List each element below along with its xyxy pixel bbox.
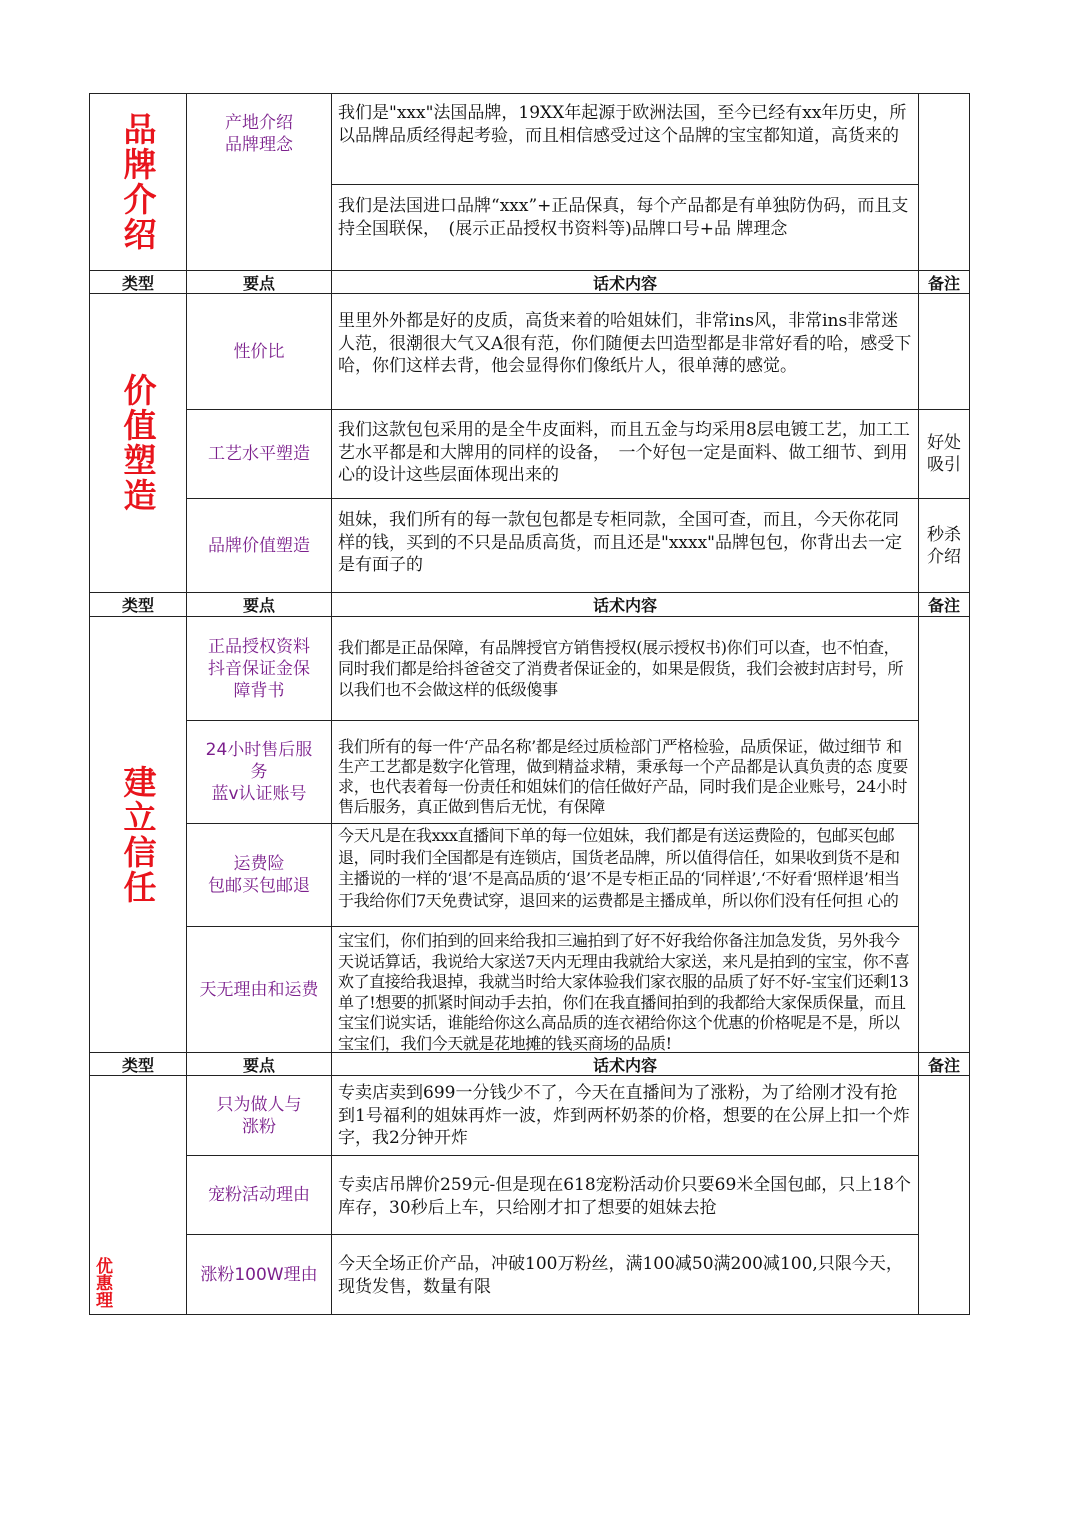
point-authorization: 正品授权资料 抖音保证金保 障背书 (186, 616, 332, 721)
header-note: 备注 (918, 1052, 970, 1076)
point-no-reason-return: 天无理由和运费 (186, 926, 332, 1053)
point-shipping-insurance: 运费险 包邮买包邮退 (186, 823, 332, 927)
point-fan-event: 宠粉活动理由 (186, 1155, 332, 1235)
note-cost-performance (918, 293, 970, 410)
header-point: 要点 (186, 1052, 332, 1076)
header-type: 类型 (89, 270, 187, 294)
content-authorization: 我们都是正品保障，有品牌授官方销售授权(展示授权书)你们可以查，也不怕查，同时我们都是给抖爸爸交了消费者保证金的，如果是假货，我们会被封店封号，所以我们也不会做这样的低级傻事 (331, 616, 919, 721)
point-craftsmanship: 工艺水平塑造 (186, 409, 332, 499)
header-note: 备注 (918, 592, 970, 617)
content-follower-growth: 专卖店卖到699一分钱少不了，今天在直播间为了涨粉，为了给刚才没有抢到1号福利的姐妹再炸一波，炸到两杯奶茶的价格，想要的在公屏上扣一个炸字，我2分钟开炸 (331, 1075, 919, 1156)
header-note: 备注 (918, 270, 970, 294)
content-cost-performance: 里里外外都是好的皮质，高货来着的哈姐妹们，非常ins风，非常ins非常迷人范，很潮很大气又A很有范，你们随便去凹造型都是非常好看的哈，感受下哈，你们这样去背，他会显得你们像纸片人，很单薄的感觉。 (331, 293, 919, 410)
content-no-reason-return: 宝宝们，你们拍到的回来给我扣三遍拍到了好不好我给你备注加急发货，另外我今天说话算话，我说给大家送7天内无理由我就给大家送，来凡是拍到的宝宝，你不喜欢了直接给我退掉，我就当时给大家体验我们家衣服的品质了好不好-宝宝们还剩13单了!想要的抓紧时间动手去拍，你们在我直播间拍到的我都给大家保质保量，而且宝宝们说实话，谁能给你这么高品质的连衣裙给你这个优惠的价格呢是不是，所以宝宝们，我们今天就是花地摊的钱买商场的品质! (331, 926, 919, 1053)
header-content: 话术内容 (331, 1052, 919, 1076)
content-shipping-insurance: 今天凡是在我xxx直播间下单的每一位姐妹，我们都是有送运费险的，包邮买包邮退，同时我们全国都是有连锁店，国货老品牌，所以值得信任，如果收到货不是和主播说的一样的‘退’不是高品质的‘退’不是专柜正品的‘同样退’,‘不好看‘照样退’相当于我给你们7天免费试穿，退回来的运费都是主播成单，所以你们没有任何担 心的 (331, 823, 919, 927)
header-point: 要点 (186, 270, 332, 294)
note-craftsmanship: 好处 吸引 (918, 409, 970, 499)
content-brand-value: 姐妹，我们所有的每一款包包都是专柜同款，全国可查，而且，今天你花同样的钱，买到的不只是品质高货，而且还是"xxxx"品牌包包，你背出去一定是有面子的 (331, 498, 919, 593)
point-brand-value: 品牌价值塑造 (186, 498, 332, 593)
category-promotion-reason: 优惠理 (89, 1075, 187, 1315)
category-brand-intro: 品牌介绍 (89, 93, 187, 271)
content-brand-1: 我们是"xxx"法国品牌，19XX年起源于欧洲法国，至今已经有xx年历史，所以品牌品质经得起考验，而且相信感受过这个品牌的宝宝都知道，高货来的 (331, 93, 919, 185)
header-point: 要点 (186, 592, 332, 617)
note-brand (918, 93, 970, 271)
content-after-sales: 我们所有的每一件‘产品名称’都是经过质检部门严格检验，品质保证，做过细节 和生产工艺都是数字化管理，做到精益求精，秉承每一个产品都是认真负责的态 度要求，也代表着每一份责任和姐妹们的信任做好产品，同时我们是企业账号，24小时售后服务，真正做到售后无忧，有保障 (331, 720, 919, 824)
point-after-sales: 24小时售后服 务 蓝v认证账号 (186, 720, 332, 824)
content-brand-2: 我们是法国进口品牌“xxx”+正品保真，每个产品都是有单独防伪码，而且支持全国联保， (展示正品授权书资料等)品牌口号+品 牌理念 (331, 184, 919, 271)
point-follower-growth: 只为做人与 涨粉 (186, 1075, 332, 1156)
note-trust (918, 616, 970, 1053)
header-type: 类型 (89, 1052, 187, 1076)
note-brand-value: 秒杀 介绍 (918, 498, 970, 593)
note-promotion (918, 1075, 970, 1315)
category-build-trust: 建立信任 (89, 616, 187, 1053)
header-content: 话术内容 (331, 592, 919, 617)
header-content: 话术内容 (331, 270, 919, 294)
point-origin-brand-philosophy: 产地介绍 品牌理念 (186, 93, 332, 271)
content-fan-event: 专卖店吊牌价259元-但是现在618宠粉活动价只要69米全国包邮，只上18个库存，30秒后上车，只给刚才扣了想要的姐妹去抢 (331, 1155, 919, 1235)
content-million-followers: 今天全场正价产品，冲破100万粉丝，满100减50满200减100,只限今天，现货发售，数量有限 (331, 1234, 919, 1315)
point-cost-performance: 性价比 (186, 293, 332, 410)
category-value-building: 价值塑造 (89, 293, 187, 593)
script-table (89, 93, 970, 1315)
header-type: 类型 (89, 592, 187, 617)
point-million-followers: 涨粉100W理由 (186, 1234, 332, 1315)
content-craftsmanship: 我们这款包包采用的是全牛皮面料，而且五金与均采用8层电镀工艺，加工工艺水平都是和大牌用的同样的设备， 一个好包一定是面料、做工细节、到用心的设计这些层面体现出来的 (331, 409, 919, 499)
